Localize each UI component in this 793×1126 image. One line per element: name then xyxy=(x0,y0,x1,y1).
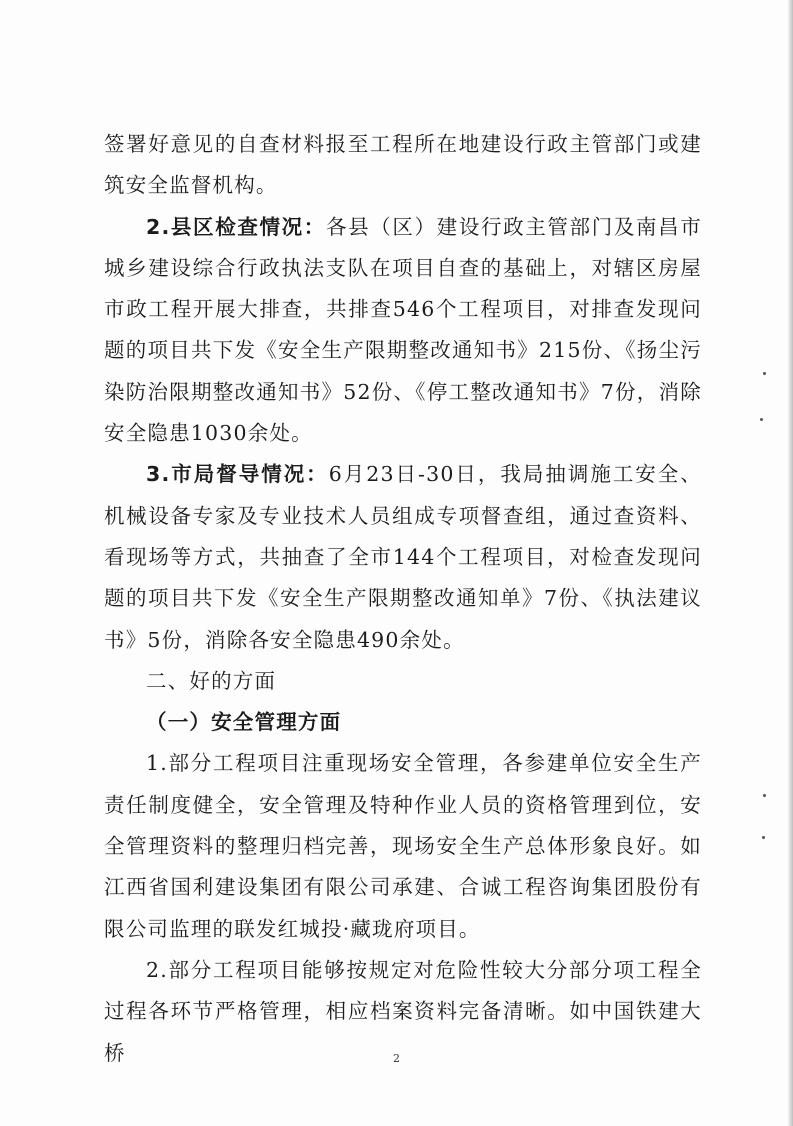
subsection-heading-safety-management xyxy=(104,702,702,743)
paragraph-text: 6月23日-30日，我局抽调施工安全、机械设备专家及专业技术人员组成专项督查组，通过查资料、看现场等方式，共抽查了全市144个工程项目，对检查发现问题的项目共下发《安全生产限期整改通知单》7份、《执法建议书》5份，消除各安全隐患490余处。 xyxy=(104,462,702,652)
section-heading-good-aspects xyxy=(104,661,702,702)
paragraph-text: 各县（区）建设行政主管部门及南昌市城乡建设综合行政执法支队在项目自查的基础上，对辖区房屋市政工程开展大排查，共排查546个工程项目，对排查发现问题的项目共下发《安全生产限期整改通知书》215份、《扬尘污染防治限期整改通知书》52份、《停工整改通知书》7份，消除安全隐患1030余处。 xyxy=(104,214,702,446)
section-label: 3.市局督导情况： xyxy=(146,462,329,487)
section-label: 2.县区检查情况： xyxy=(146,214,326,239)
paragraph-city-supervision xyxy=(104,454,702,660)
paragraph-text: 签署好意见的自查材料报至工程所在地建设行政主管部门或建筑安全监督机构。 xyxy=(104,132,702,198)
paragraph-self-check-submission xyxy=(104,124,702,207)
scan-edge-shadow xyxy=(787,0,793,1126)
paragraph-site-safety-management xyxy=(104,743,702,949)
scan-speck xyxy=(763,794,766,797)
scan-speck xyxy=(760,418,763,421)
document-body xyxy=(104,124,702,1074)
heading-text: 二、好的方面 xyxy=(146,668,277,693)
paragraph-county-inspection xyxy=(104,207,702,455)
scan-speck xyxy=(763,372,766,375)
heading-text: （一）安全管理方面 xyxy=(146,710,342,735)
scan-speck xyxy=(762,836,765,839)
paragraph-text: 2.部分工程项目能够按规定对危险性较大分部分项工程全过程各环节严格管理，相应档案资料完备清晰。如中国铁建大桥 xyxy=(104,957,702,1065)
paragraph-text: 1.部分工程项目注重现场安全管理，各参建单位安全生产责任制度健全，安全管理及特种作业人员的资格管理到位，安全管理资料的整理归档完善，现场安全生产总体形象良好。如江西省国利建设集团有限公司承建、合诚工程咨询集团股份有限公司监理的联发红城投·藏珑府项目。 xyxy=(104,751,702,941)
page-number: 2 xyxy=(393,1052,400,1065)
